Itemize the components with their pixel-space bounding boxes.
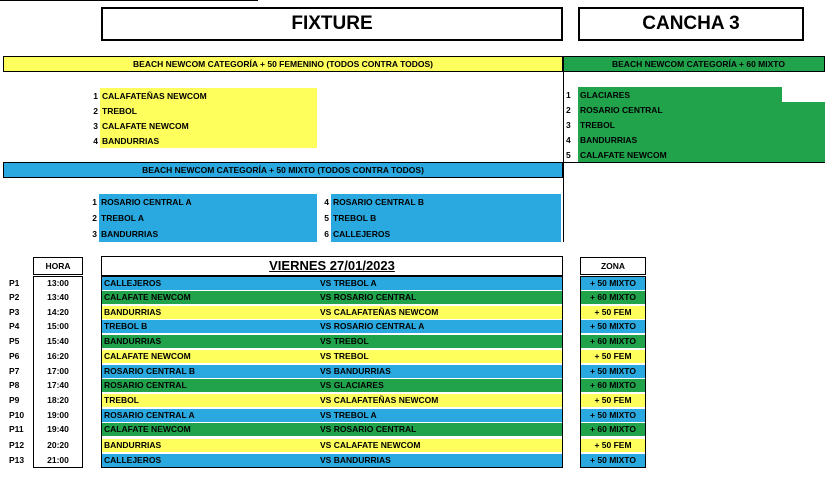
match-home-team: TREBOL [102,394,318,407]
team-list-mix50-right [319,194,561,242]
team-number: 4 [566,134,571,145]
list-item [566,117,825,132]
team-name: BANDURRIAS [100,133,317,148]
list-item [566,87,825,102]
match-home-team: BANDURRIAS [102,335,318,348]
team-name: TREBOL [578,117,825,132]
match-time: 17:00 [47,366,69,376]
team-number: 2 [93,105,98,116]
list-item [566,102,825,117]
match-away-team: VS TREBOL [318,335,562,348]
match-zone: + 50 FEM [581,394,645,407]
team-number: 4 [93,135,98,146]
divider [563,72,564,242]
table-row [0,394,825,407]
match-time: 15:00 [47,321,69,331]
team-number: 5 [566,149,571,160]
match-number: P4 [9,321,20,331]
table-row [0,365,825,378]
match-zone: + 50 FEM [581,306,645,319]
match-time: 15:40 [47,336,69,346]
team-number: 5 [324,213,329,223]
team-name: TREBOL B [331,210,561,226]
match-time: 14:20 [47,307,69,317]
category-title-mix60: BEACH NEWCOM CATEGORÍA + 60 MIXTO [612,59,785,69]
team-number: 4 [324,197,329,207]
match-zone: + 60 MIXTO [581,379,645,392]
list-item [88,103,317,118]
list-item [319,194,561,210]
match-time: 18:20 [47,395,69,405]
match-away-team: VS ROSARIO CENTRAL [318,423,562,436]
team-name: ROSARIO CENTRAL [578,102,825,117]
table-row [0,335,825,348]
match-zone: + 50 MIXTO [581,365,645,378]
match-time: 13:40 [47,292,69,302]
match-home-team: CALLEJEROS [102,277,318,290]
match-home-team: ROSARIO CENTRAL B [102,365,318,378]
match-home-team: BANDURRIAS [102,439,318,452]
match-away-team: VS TREBOL A [318,409,562,422]
table-row [0,423,825,436]
team-number: 3 [93,120,98,131]
match-time: 13:00 [47,278,69,288]
match-zone: + 50 FEM [581,439,645,452]
match-home-team: BANDURRIAS [102,306,318,319]
date-header [101,256,563,276]
team-list-fem50 [88,88,317,148]
team-list-mix50-left [87,194,317,242]
match-time: 21:00 [47,455,69,465]
fixture-title-text: FIXTURE [291,13,373,34]
court-title [578,7,804,41]
match-number: P10 [9,410,25,420]
match-time: 19:40 [47,424,69,434]
list-item [88,88,317,103]
table-row [0,277,825,290]
category-bar-mix50 [3,162,563,178]
team-name: ROSARIO CENTRAL A [99,194,317,210]
list-item [88,133,317,148]
match-away-team: VS ROSARIO CENTRAL A [318,320,562,333]
match-away-team: VS CALAFATE NEWCOM [318,439,562,452]
match-home-team: CALAFATE NEWCOM [102,350,318,363]
match-time: 17:40 [47,380,69,390]
match-home-team: CALLEJEROS [102,454,318,467]
match-time: 19:00 [47,410,69,420]
match-away-team: VS ROSARIO CENTRAL [318,291,562,304]
list-item [566,132,825,147]
list-item [88,118,317,133]
match-home-team: ROSARIO CENTRAL [102,379,318,392]
divider [563,162,825,163]
category-bar-mix60 [563,56,825,72]
team-name: CALAFATEÑAS NEWCOM [100,88,317,103]
team-number: 3 [92,229,97,239]
team-name: TREBOL A [99,210,317,226]
match-home-team: TREBOL B [102,320,318,333]
team-number: 3 [566,119,571,130]
match-number: P9 [9,395,20,405]
team-name: CALAFATE NEWCOM [578,147,825,162]
list-item [319,226,561,242]
match-number: P8 [9,380,20,390]
team-name: TREBOL [100,103,317,118]
match-number: P12 [9,440,25,450]
table-row [0,439,825,452]
match-away-team: VS CALAFATEÑAS NEWCOM [318,394,562,407]
zona-header-text: ZONA [600,261,626,271]
table-row [0,409,825,422]
fixture-title [101,7,563,41]
hora-header-text: HORA [45,261,71,271]
team-name: CALLEJEROS [331,226,561,242]
match-zone: + 50 FEM [581,350,645,363]
team-number: 1 [92,197,97,207]
match-zone: + 50 MIXTO [581,454,645,467]
date-header-text: VIERNES 27/01/2023 [269,258,395,273]
table-row [0,320,825,333]
table-row [0,379,825,392]
match-number: P13 [9,455,25,465]
match-zone: + 50 MIXTO [581,277,645,290]
match-number: P7 [9,366,20,376]
team-name: BANDURRIAS [578,132,825,147]
court-title-text: CANCHA 3 [642,13,740,34]
table-row [0,306,825,319]
list-item [566,147,825,162]
team-name: CALAFATE NEWCOM [100,118,317,133]
team-number: 2 [92,213,97,223]
table-row [0,350,825,363]
hora-header [33,257,83,275]
list-item [87,194,317,210]
top-border-fragment [0,0,258,1]
match-away-team: VS CALAFATEÑAS NEWCOM [318,306,562,319]
match-number: P6 [9,351,20,361]
match-away-team: VS BANDURRIAS [318,454,562,467]
category-title-mix50: BEACH NEWCOM CATEGORÍA + 50 MIXTO (TODOS CONTRA TODOS) [142,165,424,175]
team-name: ROSARIO CENTRAL B [331,194,561,210]
match-away-team: VS TREBOL [318,350,562,363]
match-number: P2 [9,292,20,302]
team-number: 1 [93,90,98,101]
team-number: 2 [566,104,571,115]
match-zone: + 50 MIXTO [581,409,645,422]
list-item [87,210,317,226]
team-list-mix60 [566,87,825,162]
match-number: P5 [9,336,20,346]
match-time: 16:20 [47,351,69,361]
match-away-team: VS TREBOL A [318,277,562,290]
zona-header [580,257,646,275]
match-number: P1 [9,278,20,288]
match-home-team: CALAFATE NEWCOM [102,291,318,304]
list-item [87,226,317,242]
team-number: 1 [566,89,571,100]
match-number: P11 [9,424,24,434]
match-zone: + 60 MIXTO [581,423,645,436]
match-away-team: VS BANDURRIAS [318,365,562,378]
match-away-team: VS GLACIARES [318,379,562,392]
category-bar-fem50 [3,56,563,72]
category-title-fem50: BEACH NEWCOM CATEGORÍA + 50 FEMENINO (TODOS CONTRA TODOS) [133,59,433,69]
match-time: 20:20 [47,440,69,450]
match-zone: + 60 MIXTO [581,335,645,348]
list-item [319,210,561,226]
match-number: P3 [9,307,20,317]
table-row [0,291,825,304]
match-home-team: CALAFATE NEWCOM [102,423,318,436]
team-name: BANDURRIAS [99,226,317,242]
match-zone: + 60 MIXTO [581,291,645,304]
match-home-team: ROSARIO CENTRAL A [102,409,318,422]
table-row [0,454,825,467]
team-number: 6 [324,229,329,239]
match-zone: + 50 MIXTO [581,320,645,333]
team-name: GLACIARES [578,87,782,102]
